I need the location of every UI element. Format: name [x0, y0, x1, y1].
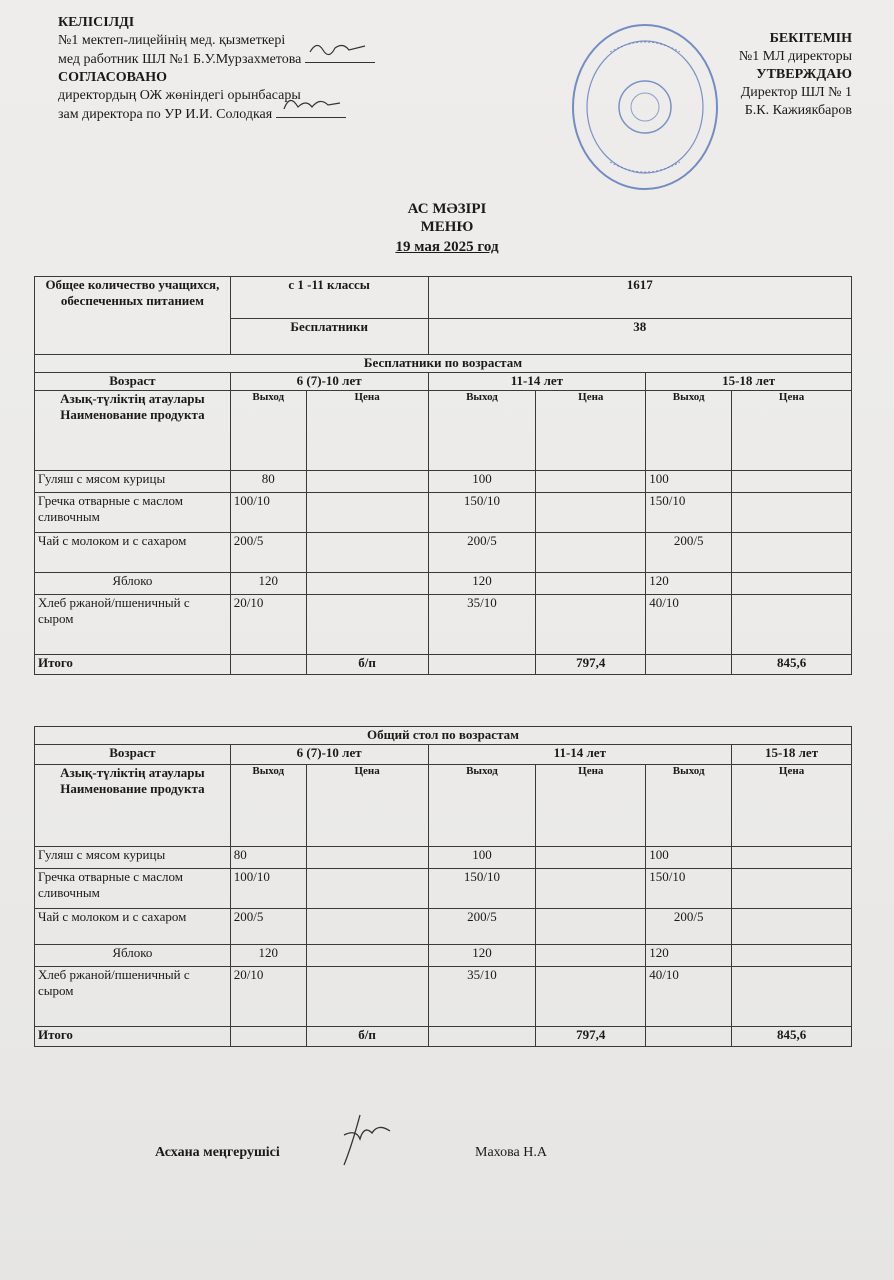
signature-scribble [330, 1105, 400, 1175]
table-row [35, 945, 852, 967]
out-header: Выход [428, 391, 536, 471]
out-header: Выход [230, 391, 306, 471]
table-row [35, 869, 852, 909]
age-group: 6 (7)-10 лет [230, 373, 428, 391]
age-group: 11-14 лет [428, 373, 646, 391]
approval-right-block [552, 30, 852, 120]
out-value: 100 [646, 847, 732, 869]
out-value: 120 [646, 945, 732, 967]
price-header: Цена [732, 765, 852, 847]
out-value: 200/5 [428, 533, 536, 573]
classes-label: с 1 -11 классы [230, 277, 428, 319]
director-ru: Директор ШЛ № 1 [740, 85, 852, 100]
total-price: 797,4 [536, 655, 646, 675]
director-kz: №1 МЛ директоры [738, 49, 852, 64]
table-row [35, 847, 852, 869]
table-row [35, 967, 852, 1027]
total-price: б/п [306, 1027, 428, 1047]
agreed-ru: СОГЛАСОВАНО [58, 70, 167, 85]
deputy-signature [276, 105, 346, 118]
product-name: Хлеб ржаной/пшеничный с сыром [35, 967, 231, 1027]
age-label: Возраст [35, 373, 231, 391]
out-value: 100/10 [230, 869, 306, 909]
table-row [35, 909, 852, 945]
out-header: Выход [428, 765, 536, 847]
out-value: 20/10 [230, 595, 306, 655]
out-value: 200/5 [646, 909, 732, 945]
price-header: Цена [732, 391, 852, 471]
out-value: 40/10 [646, 595, 732, 655]
section-title: Общий стол по возрастам [35, 727, 852, 745]
agreed-kz: КЕЛІСІЛДІ [58, 15, 135, 30]
age-label: Возраст [35, 745, 231, 765]
age-group: 6 (7)-10 лет [230, 745, 428, 765]
product-name: Гречка отварные с маслом сливочным [35, 493, 231, 533]
column-header-row [35, 391, 852, 471]
medic-kz: №1 мектеп-лицейінің мед. қызметкері [58, 33, 286, 48]
approve-ru: УТВЕРЖДАЮ [756, 67, 852, 82]
total-row [35, 1027, 852, 1047]
out-value: 150/10 [646, 869, 732, 909]
approval-left-block [58, 14, 438, 124]
out-value: 150/10 [646, 493, 732, 533]
out-value: 150/10 [428, 869, 536, 909]
out-value: 200/5 [646, 533, 732, 573]
approve-kz: БЕКІТЕМІН [769, 31, 852, 46]
product-name: Чай с молоком и с сахаром [35, 909, 231, 945]
column-header-row [35, 765, 852, 847]
out-value: 100 [428, 471, 536, 493]
product-name: Гуляш с мясом курицы [35, 471, 231, 493]
table-row [35, 573, 852, 595]
out-value: 80 [230, 847, 306, 869]
title-ru: МЕНЮ [420, 219, 474, 235]
price-header: Цена [306, 765, 428, 847]
table-row [35, 595, 852, 655]
summary-label: Общее количество учащихся, обеспеченных питанием [35, 277, 231, 355]
out-value: 100/10 [230, 493, 306, 533]
deputy-kz: директордың ОЖ жөніндегі орынбасары [58, 88, 301, 103]
summary-row [35, 277, 852, 319]
section-title: Бесплатники по возрастам [35, 355, 852, 373]
table-row [35, 533, 852, 573]
out-value: 120 [230, 945, 306, 967]
age-group: 15-18 лет [646, 373, 852, 391]
product-name: Чай с молоком и с сахаром [35, 533, 231, 573]
total-price: 845,6 [732, 1027, 852, 1047]
out-header: Выход [646, 391, 732, 471]
out-value: 100 [428, 847, 536, 869]
product-header: Азық-түліктің атаулары Наименование продукта [35, 765, 231, 847]
age-row [35, 745, 852, 765]
canteen-head-name: Махова Н.А [475, 1145, 547, 1160]
price-header: Цена [536, 765, 646, 847]
out-value: 120 [646, 573, 732, 595]
total-row [35, 655, 852, 675]
out-value: 120 [428, 573, 536, 595]
out-value: 120 [428, 945, 536, 967]
signature-scribble [276, 93, 346, 115]
age-group: 15-18 лет [732, 745, 852, 765]
out-value: 120 [230, 573, 306, 595]
product-name: Яблоко [35, 945, 231, 967]
product-name: Хлеб ржаной/пшеничный с сыром [35, 595, 231, 655]
medic-ru: мед работник ШЛ №1 Б.У.Мурзахметова [58, 50, 438, 69]
table-row [35, 493, 852, 533]
total-price: 845,6 [732, 655, 852, 675]
menu-date: 19 мая 2025 год [395, 239, 499, 255]
out-value: 20/10 [230, 967, 306, 1027]
deputy-ru: зам директора по УР И.И. Солодкая [58, 105, 438, 124]
out-value: 200/5 [230, 533, 306, 573]
footer-signature [155, 1145, 547, 1161]
total-label: Итого [35, 655, 231, 675]
out-header: Выход [230, 765, 306, 847]
out-header: Выход [646, 765, 732, 847]
out-value: 200/5 [230, 909, 306, 945]
out-value: 40/10 [646, 967, 732, 1027]
product-name: Яблоко [35, 573, 231, 595]
out-value: 35/10 [428, 595, 536, 655]
total-price: б/п [306, 655, 428, 675]
product-name: Гуляш с мясом курицы [35, 847, 231, 869]
age-row [35, 373, 852, 391]
medic-signature [305, 50, 375, 63]
canteen-head-label: Асхана меңгерушісі [155, 1145, 280, 1160]
classes-count: 1617 [428, 277, 851, 319]
total-price: 797,4 [536, 1027, 646, 1047]
out-value: 35/10 [428, 967, 536, 1027]
out-value: 200/5 [428, 909, 536, 945]
product-name: Гречка отварные с маслом сливочным [35, 869, 231, 909]
table-row [35, 471, 852, 493]
free-count: 38 [428, 319, 851, 355]
out-value: 100 [646, 471, 732, 493]
out-value: 150/10 [428, 493, 536, 533]
director-name: Б.К. Кажиякбаров [744, 103, 852, 118]
title-kz: АС МӘЗІРІ [407, 201, 487, 217]
price-header: Цена [306, 391, 428, 471]
product-header: Азық-түліктің атаулары Наименование продукта [35, 391, 231, 471]
age-group: 11-14 лет [428, 745, 732, 765]
signature-scribble [305, 38, 375, 60]
free-label: Бесплатники [230, 319, 428, 355]
general-table [34, 726, 852, 1047]
free-meals-table [34, 276, 852, 675]
price-header: Цена [536, 391, 646, 471]
out-value: 80 [230, 471, 306, 493]
total-label: Итого [35, 1027, 231, 1047]
